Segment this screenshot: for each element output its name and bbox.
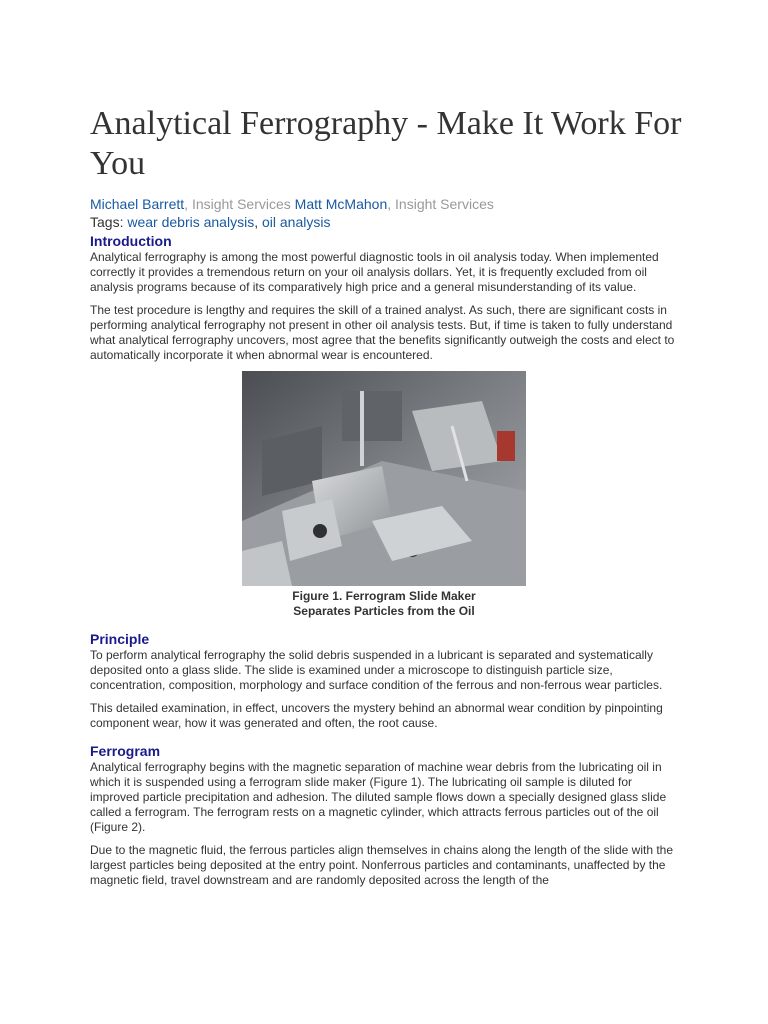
figure-1-photo xyxy=(242,371,526,586)
figure-1 xyxy=(242,371,526,619)
paragraph: Due to the magnetic fluid, the ferrous particles align themselves in chains along the length of the slide with the largest particles being deposited at the entry point. Nonferrous particles and contaminants, unaffected by the magnetic field, travel downstream and are randomly deposited across the length of the xyxy=(90,843,674,887)
author-link-matt-mcmahon[interactable]: Matt McMahon xyxy=(294,196,388,212)
ferrogram-slide-maker-photo xyxy=(242,371,526,586)
paragraph: Analytical ferrography begins with the magnetic separation of machine wear debris from the lubricating oil in which it is suspended using a ferrogram slide maker (Figure 1). The lubricating oil sample is diluted for improved particle precipitation and adhesion. The diluted sample flows down a specially designed glass slide called a ferrogram. The ferrogram rests on a magnetic cylinder, which attracts ferrous particles out of the oil (Figure 2). xyxy=(90,760,667,834)
author-org: Insight Services xyxy=(395,196,494,212)
tag-separator: , xyxy=(254,214,262,230)
author-separator: , xyxy=(184,196,192,212)
section-heading-principle: Principle xyxy=(90,631,150,647)
caption-line: Figure 1. Ferrogram Slide Maker xyxy=(292,589,476,603)
section-heading-introduction: Introduction xyxy=(90,233,172,249)
paragraph: The test procedure is lengthy and requires the skill of a trained analyst. As such, there are significant costs in performing analytical ferrography not present in other oil analysis tests. But, if time is taken to fully understand what analytical ferrography uncovers, most agree that the benefits significantly outweigh the costs and elect to automatically incorporate it when abnormal wear is encountered. xyxy=(90,303,675,362)
tag-link-oil-analysis[interactable]: oil analysis xyxy=(261,214,331,230)
section-heading-ferrogram: Ferrogram xyxy=(90,743,161,759)
paragraph: Analytical ferrography is among the most powerful diagnostic tools in oil analysis today. When implemented correctly it provides a tremendous return on your oil analysis dollars. Yet, it is frequently excluded from oil analysis programs because of its comparatively high price and a general misunderstanding of its value. xyxy=(90,250,659,294)
figure-1-caption xyxy=(242,589,526,619)
paragraph: To perform analytical ferrography the solid debris suspended in a lubricant is separated and systematically deposited onto a glass slide. The slide is examined under a microscope to distinguish particle size, concentration, composition, morphology and surface condition of the ferrous and non-ferrous wear particles. xyxy=(90,648,663,692)
author-separator: , xyxy=(387,196,396,212)
paragraph: This detailed examination, in effect, uncovers the mystery behind an abnormal wear condition by pinpointing component wear, how it was generated and often, the root cause. xyxy=(90,701,663,730)
author-org: Insight Services xyxy=(191,196,291,212)
author-link-michael-barrett[interactable]: Michael Barrett xyxy=(90,196,185,212)
tags-line xyxy=(90,214,682,231)
article-body xyxy=(90,104,682,888)
caption-line: Separates Particles from the Oil xyxy=(293,604,475,618)
byline xyxy=(90,196,682,213)
tags-label: Tags: xyxy=(90,214,124,230)
tag-link-wear-debris-analysis[interactable]: wear debris analysis xyxy=(127,214,255,230)
article-title: Analytical Ferrography - Make It Work For You xyxy=(90,105,682,182)
